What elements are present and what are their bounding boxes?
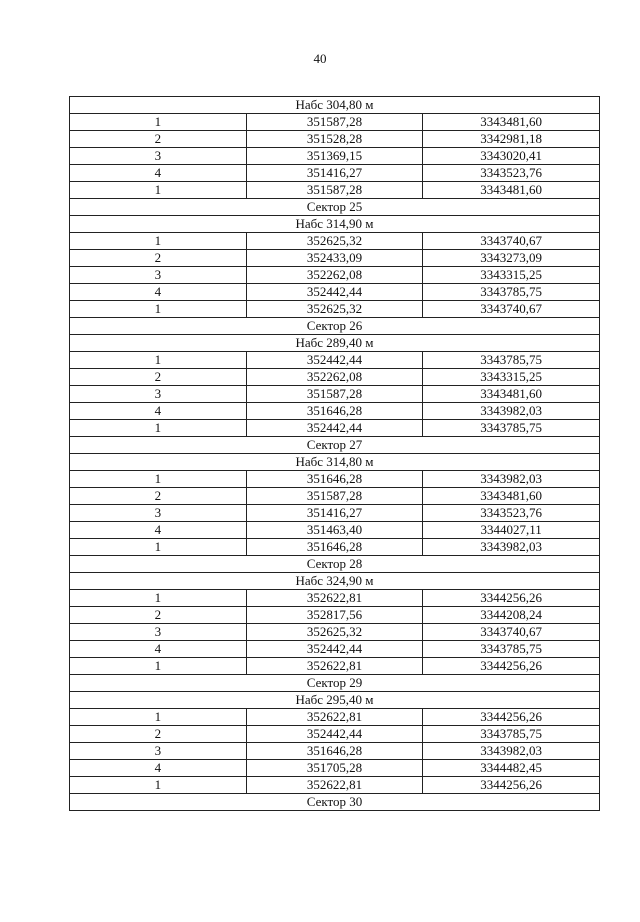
sector-title: Сектор 28	[70, 556, 600, 573]
sector-title: Сектор 26	[70, 318, 600, 335]
y-coordinate-cell: 3343481,60	[423, 182, 600, 199]
table-row	[70, 165, 600, 182]
table-row	[70, 386, 600, 403]
table-row	[70, 522, 600, 539]
point-number-cell: 4	[70, 403, 247, 420]
table-row	[70, 284, 600, 301]
table-row	[70, 182, 600, 199]
y-coordinate-cell: 3344482,45	[423, 760, 600, 777]
x-coordinate-cell: 351416,27	[246, 505, 423, 522]
altitude-header: Набс 289,40 м	[70, 335, 600, 352]
x-coordinate-cell: 351528,28	[246, 131, 423, 148]
point-number-cell: 3	[70, 624, 247, 641]
x-coordinate-cell: 352625,32	[246, 233, 423, 250]
y-coordinate-cell: 3344256,26	[423, 658, 600, 675]
point-number-cell: 1	[70, 709, 247, 726]
point-number-cell: 4	[70, 522, 247, 539]
x-coordinate-cell: 351587,28	[246, 488, 423, 505]
point-number-cell: 4	[70, 760, 247, 777]
table-row	[70, 505, 600, 522]
altitude-header-row	[70, 216, 600, 233]
table-row	[70, 709, 600, 726]
x-coordinate-cell: 352625,32	[246, 301, 423, 318]
point-number-cell: 1	[70, 352, 247, 369]
point-number-cell: 3	[70, 148, 247, 165]
coordinates-table	[69, 96, 600, 811]
table-row	[70, 420, 600, 437]
altitude-header: Набс 314,80 м	[70, 454, 600, 471]
sector-row	[70, 794, 600, 811]
coordinates-table-container	[69, 96, 600, 811]
point-number-cell: 1	[70, 233, 247, 250]
altitude-header-row	[70, 692, 600, 709]
x-coordinate-cell: 352622,81	[246, 590, 423, 607]
y-coordinate-cell: 3343315,25	[423, 369, 600, 386]
y-coordinate-cell: 3343785,75	[423, 420, 600, 437]
point-number-cell: 1	[70, 658, 247, 675]
point-number-cell: 4	[70, 284, 247, 301]
point-number-cell: 1	[70, 182, 247, 199]
sector-row	[70, 675, 600, 692]
altitude-header: Набс 324,90 м	[70, 573, 600, 590]
x-coordinate-cell: 351705,28	[246, 760, 423, 777]
y-coordinate-cell: 3343982,03	[423, 743, 600, 760]
table-row	[70, 743, 600, 760]
y-coordinate-cell: 3343982,03	[423, 403, 600, 420]
y-coordinate-cell: 3343481,60	[423, 114, 600, 131]
x-coordinate-cell: 351646,28	[246, 743, 423, 760]
altitude-header-row	[70, 454, 600, 471]
x-coordinate-cell: 352262,08	[246, 267, 423, 284]
y-coordinate-cell: 3343481,60	[423, 488, 600, 505]
y-coordinate-cell: 3343785,75	[423, 641, 600, 658]
y-coordinate-cell: 3343785,75	[423, 726, 600, 743]
x-coordinate-cell: 351369,15	[246, 148, 423, 165]
y-coordinate-cell: 3344027,11	[423, 522, 600, 539]
point-number-cell: 1	[70, 471, 247, 488]
y-coordinate-cell: 3343740,67	[423, 624, 600, 641]
table-row	[70, 624, 600, 641]
table-row	[70, 301, 600, 318]
table-row	[70, 726, 600, 743]
x-coordinate-cell: 351646,28	[246, 403, 423, 420]
point-number-cell: 1	[70, 777, 247, 794]
table-row	[70, 471, 600, 488]
x-coordinate-cell: 351463,40	[246, 522, 423, 539]
sector-row	[70, 318, 600, 335]
x-coordinate-cell: 352622,81	[246, 658, 423, 675]
x-coordinate-cell: 352622,81	[246, 709, 423, 726]
table-row	[70, 488, 600, 505]
point-number-cell: 3	[70, 267, 247, 284]
altitude-header: Набс 295,40 м	[70, 692, 600, 709]
table-row	[70, 403, 600, 420]
table-row	[70, 760, 600, 777]
sector-title: Сектор 25	[70, 199, 600, 216]
table-row	[70, 352, 600, 369]
y-coordinate-cell: 3343982,03	[423, 539, 600, 556]
y-coordinate-cell: 3343523,76	[423, 505, 600, 522]
table-row	[70, 250, 600, 267]
y-coordinate-cell: 3343982,03	[423, 471, 600, 488]
y-coordinate-cell: 3343740,67	[423, 301, 600, 318]
table-row	[70, 658, 600, 675]
table-row	[70, 777, 600, 794]
table-row	[70, 641, 600, 658]
point-number-cell: 2	[70, 607, 247, 624]
y-coordinate-cell: 3343785,75	[423, 352, 600, 369]
point-number-cell: 1	[70, 114, 247, 131]
altitude-header: Набс 304,80 м	[70, 97, 600, 114]
point-number-cell: 2	[70, 369, 247, 386]
y-coordinate-cell: 3344256,26	[423, 777, 600, 794]
point-number-cell: 2	[70, 488, 247, 505]
x-coordinate-cell: 351587,28	[246, 386, 423, 403]
page-number: 40	[313, 51, 327, 66]
sector-title: Сектор 27	[70, 437, 600, 454]
x-coordinate-cell: 352442,44	[246, 284, 423, 301]
x-coordinate-cell: 352442,44	[246, 420, 423, 437]
table-row	[70, 539, 600, 556]
y-coordinate-cell: 3342981,18	[423, 131, 600, 148]
x-coordinate-cell: 352817,56	[246, 607, 423, 624]
sector-row	[70, 556, 600, 573]
table-row	[70, 369, 600, 386]
sector-row	[70, 199, 600, 216]
x-coordinate-cell: 352625,32	[246, 624, 423, 641]
x-coordinate-cell: 351587,28	[246, 114, 423, 131]
point-number-cell: 3	[70, 743, 247, 760]
x-coordinate-cell: 352622,81	[246, 777, 423, 794]
altitude-header-row	[70, 335, 600, 352]
point-number-cell: 3	[70, 505, 247, 522]
x-coordinate-cell: 352262,08	[246, 369, 423, 386]
y-coordinate-cell: 3343020,41	[423, 148, 600, 165]
sector-row	[70, 437, 600, 454]
point-number-cell: 1	[70, 420, 247, 437]
sector-title: Сектор 29	[70, 675, 600, 692]
y-coordinate-cell: 3343785,75	[423, 284, 600, 301]
point-number-cell: 1	[70, 301, 247, 318]
x-coordinate-cell: 352442,44	[246, 726, 423, 743]
sector-title: Сектор 30	[70, 794, 600, 811]
coordinates-table-body	[70, 97, 600, 811]
point-number-cell: 2	[70, 250, 247, 267]
x-coordinate-cell: 352442,44	[246, 641, 423, 658]
point-number-cell: 3	[70, 386, 247, 403]
y-coordinate-cell: 3344256,26	[423, 709, 600, 726]
y-coordinate-cell: 3344256,26	[423, 590, 600, 607]
y-coordinate-cell: 3343273,09	[423, 250, 600, 267]
x-coordinate-cell: 352442,44	[246, 352, 423, 369]
y-coordinate-cell: 3343523,76	[423, 165, 600, 182]
table-row	[70, 233, 600, 250]
point-number-cell: 2	[70, 726, 247, 743]
table-row	[70, 131, 600, 148]
altitude-header-row	[70, 97, 600, 114]
y-coordinate-cell: 3343315,25	[423, 267, 600, 284]
point-number-cell: 4	[70, 641, 247, 658]
point-number-cell: 4	[70, 165, 247, 182]
table-row	[70, 607, 600, 624]
x-coordinate-cell: 351416,27	[246, 165, 423, 182]
x-coordinate-cell: 352433,09	[246, 250, 423, 267]
table-row	[70, 148, 600, 165]
table-row	[70, 114, 600, 131]
altitude-header-row	[70, 573, 600, 590]
point-number-cell: 1	[70, 539, 247, 556]
x-coordinate-cell: 351646,28	[246, 471, 423, 488]
x-coordinate-cell: 351646,28	[246, 539, 423, 556]
x-coordinate-cell: 351587,28	[246, 182, 423, 199]
altitude-header: Набс 314,90 м	[70, 216, 600, 233]
y-coordinate-cell: 3344208,24	[423, 607, 600, 624]
point-number-cell: 2	[70, 131, 247, 148]
y-coordinate-cell: 3343481,60	[423, 386, 600, 403]
table-row	[70, 267, 600, 284]
y-coordinate-cell: 3343740,67	[423, 233, 600, 250]
table-row	[70, 590, 600, 607]
point-number-cell: 1	[70, 590, 247, 607]
